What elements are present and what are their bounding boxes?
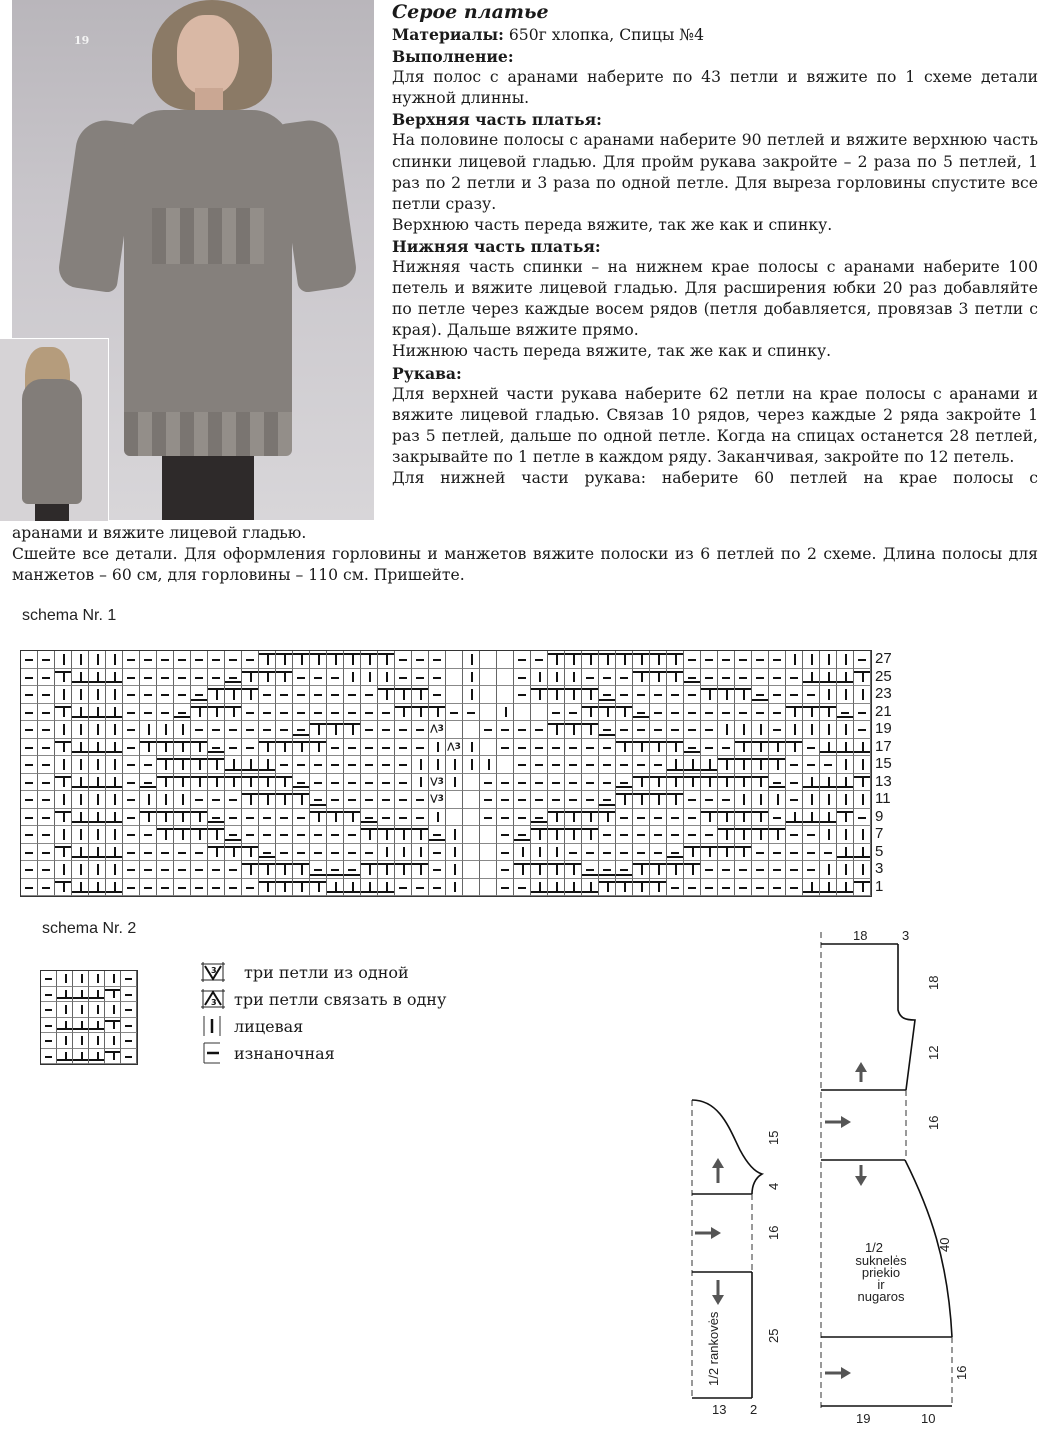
row-number: 9 xyxy=(875,807,884,825)
body-dim-bottom-left: 19 xyxy=(856,1411,871,1426)
row-number: 21 xyxy=(875,702,892,720)
sleeves-lower-text-start: Для нижней части рукава: наберите 60 петлей на крае полосы с xyxy=(392,468,1038,487)
legend-label: лицевая xyxy=(234,1016,304,1036)
body-label-line: nugaros xyxy=(857,1289,905,1304)
materials-label: Материалы: xyxy=(392,25,504,44)
sleeve-schematic xyxy=(692,1100,781,1417)
schema2-label: schema Nr. 2 xyxy=(42,920,137,937)
sleeves-text: Для верхней части рукава наберите 62 петли на крае полосы с аранами и вяжите лицевой гладью. Связав 10 рядов, через каждые 2 ряда закройте 1 раз 5 петлей, дальше по одной петле. Когда на спицах останется 28 петлей, закрывайте по 1 петле в каждом ряду. Заканчивая, закройте по 12 петель. xyxy=(392,384,1038,466)
materials-value: 650г хлопка, Спицы №4 xyxy=(508,26,704,44)
row-number: 11 xyxy=(875,790,891,807)
execution-text: Для полос с аранами наберите по 43 петли и вяжите по 1 схеме детали нужной длинны. xyxy=(392,68,1038,108)
legend-label: три петли связать в одну xyxy=(234,989,447,1009)
legend-label: изнаночная xyxy=(234,1043,335,1063)
lower-front-text: Нижнюю часть переда вяжите, так же как и спинку. xyxy=(392,342,832,361)
svg-text:3: 3 xyxy=(211,998,217,1007)
lower-part-heading: Нижняя часть платья: xyxy=(392,236,601,256)
row-number: 13 xyxy=(875,772,892,790)
sleeves-heading: Рукава: xyxy=(392,363,462,383)
body-dim-band: 16 xyxy=(926,1115,941,1130)
svg-text:3: 3 xyxy=(211,966,217,975)
body-dim-top-width: 18 xyxy=(853,928,868,943)
upper-part-heading: Верхняя часть платья: xyxy=(392,110,602,130)
body-dim-bottom-right: 10 xyxy=(921,1411,936,1426)
body-dim-shoulder: 3 xyxy=(902,928,910,943)
body-label-line: 1/2 xyxy=(864,1240,884,1255)
body-label-line: ir xyxy=(877,1277,885,1292)
sleeves-lower-text-end: аранами и вяжите лицевой гладью. xyxy=(12,524,307,542)
body-dim-hem: 16 xyxy=(954,1365,969,1380)
upper-front-text: Верхнюю часть переда вяжите, так же как и спинку. xyxy=(392,215,833,234)
sleeve-dim-cap: 15 xyxy=(766,1130,781,1145)
lower-part-text: Нижняя часть спинки – на нижнем крае полосы с аранами наберите 100 петель и вяжите лицевой гладью. Для расширения юбки 20 раз добавляйте по петле через каждые восем рядов (петля добавляется, провязав 3 петли с края). Дальше вяжите прямо. xyxy=(392,258,1038,340)
row-number: 7 xyxy=(875,825,884,842)
body-label-line: suknelės xyxy=(855,1253,907,1268)
body-label-line: priekio xyxy=(861,1265,901,1280)
pattern-title: Серое платье xyxy=(392,1,549,23)
stitch-cell: ⋁3 xyxy=(429,774,446,792)
sleeve-dim-cap-side: 4 xyxy=(766,1182,781,1190)
row-number: 5 xyxy=(875,842,884,860)
body-dim-skirt: 40 xyxy=(937,1237,952,1252)
row-number: 19 xyxy=(875,720,892,737)
row-number: 3 xyxy=(875,860,884,877)
row-number: 17 xyxy=(875,737,892,755)
row-number: 27 xyxy=(875,650,892,667)
sleeve-dim-lower: 25 xyxy=(766,1328,781,1343)
body-dim-armhole: 12 xyxy=(926,1045,941,1060)
body-dim-top-height: 18 xyxy=(926,975,941,990)
row-number: 25 xyxy=(875,667,892,685)
sleeve-dim-edge: 2 xyxy=(750,1402,758,1417)
stitch-cell: ⋁3 xyxy=(429,791,446,809)
sleeve-dim-width: 13 xyxy=(712,1402,727,1417)
legend-label: три петли из одной xyxy=(244,962,409,982)
finishing-text: Сшейте все детали. Для оформления горловины и манжетов вяжите полоски из 6 петлей по 2 схеме. Длина полосы для манжетов – 60 см, для горловины – 110 см. Пришейте. xyxy=(12,545,1038,585)
sleeve-label: 1/2 rankovės xyxy=(706,1311,721,1386)
execution-heading: Выполнение: xyxy=(392,47,514,67)
row-number: 15 xyxy=(875,755,892,772)
body-schematic xyxy=(821,928,969,1426)
schema1-label: schema Nr. 1 xyxy=(22,607,117,624)
upper-part-text: На половине полосы с аранами наберите 90 петлей и вяжите верхнюю часть спинки лицевой гладью. Для пройм рукава закройте – 2 раза по 5 петлей, 1 раз по 2 петли и 3 раза по одной петле. Для выреза горловины спустите все петли сразу. xyxy=(392,131,1038,213)
sleeve-dim-band: 16 xyxy=(766,1225,781,1240)
stitch-cell: ⋀3 xyxy=(446,739,463,757)
stitch-cell: ⋀3 xyxy=(429,721,446,739)
row-number: 1 xyxy=(875,877,884,895)
page-number: 19 xyxy=(74,34,90,47)
row-number: 23 xyxy=(875,685,892,702)
